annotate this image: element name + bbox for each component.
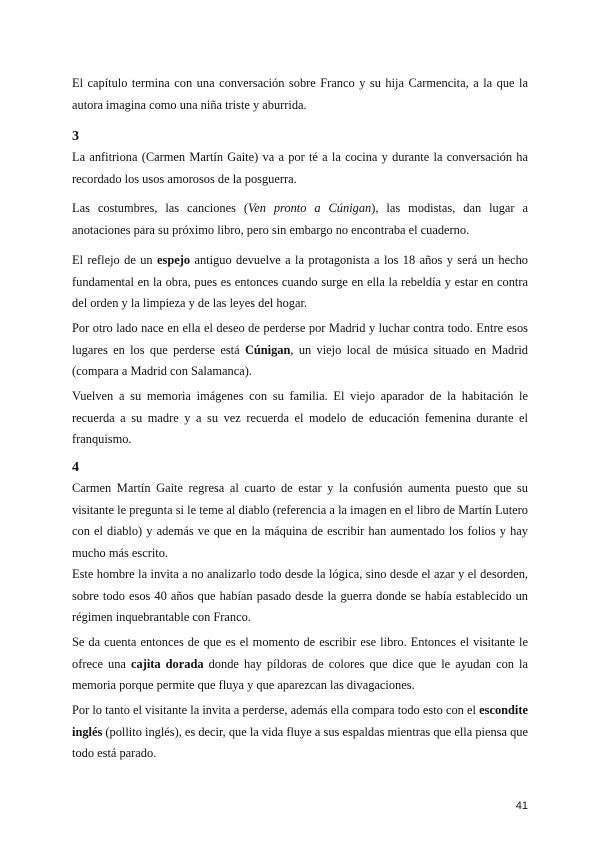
- page-number: 41: [515, 800, 528, 812]
- paragraph-disorder: Este hombre la invita a no analizarlo todo desde la lógica, sino desde el azar y el desorden, sobre todo esos 40 años que habían pasado desde la guerra donde se había establecido un régimen inquebrantable con Franco.: [72, 567, 528, 624]
- section-heading-4: 4: [72, 460, 79, 475]
- keyword-cunigan: Cúnigan: [244, 342, 291, 357]
- paragraph-mirror: El reflejo de un espejo antiguo devuelve a la protagonista a los 18 años y será un hecho fundamental en la obra, pues es entonces cuando surge en ella la rebeldía y estar en contra del orden y la limpieza y de las leyes del hogar.: [72, 253, 529, 310]
- keyword-cajita-dorada: cajita dorada: [131, 656, 204, 671]
- keyword-escondite-ingles: escondite inglés: [72, 703, 528, 739]
- paragraph-chapter-ending: El capítulo termina con una conversación sobre Franco y su hija Carmencita, a la que la autora imagina como una niña triste y aburrida.: [72, 76, 528, 112]
- song-title: Ven pronto a Cúnigan: [248, 201, 372, 215]
- keyword-espejo: espejo: [157, 253, 191, 267]
- section-heading-3: 3: [72, 129, 79, 144]
- paragraph-family-memory: Vuelven a su memoria imágenes con su familia. El viejo aparador de la habitación le recuerda a su madre y a su vez recuerda el modelo de educación femenina durante el franquismo.: [72, 389, 528, 446]
- paragraph-golden-box: Se da cuenta entonces de que es el momento de escribir ese libro. Entonces el visitante le ofrece una cajita dorada donde hay píldoras de colores que dice que le ayudan con la memoria porque permite que fluya y que aparezcan las divagaciones.: [72, 635, 528, 692]
- paragraph-escondite: Por lo tanto el visitante la invita a perderse, además ella compara todo esto con el escondite inglés (pollito inglés), es decir, que la vida fluye a sus espaldas mientras que ella piensa que todo está parado.: [72, 703, 528, 760]
- paragraph-customs: Las costumbres, las canciones (Ven pronto a Cúnigan), las modistas, dan lugar a anotaciones para su próximo libro, pero sin embargo no encontraba el cuaderno.: [72, 201, 529, 237]
- paragraph-hostess: La anfitriona (Carmen Martín Gaite) va a por té a la cocina y durante la conversación ha recordado los usos amorosos de la posguerra.: [72, 150, 528, 186]
- paragraph-visitor-question: Carmen Martín Gaite regresa al cuarto de estar y la confusión aumenta puesto que su visitante le pregunta si le teme al diablo (referencia a la imagen en el libro de Martín Lutero con el diablo) y además ve que en la máquina de escribir han aumentado los folios y hay mucho más escrito.: [72, 481, 528, 560]
- paragraph-madrid: Por otro lado nace en ella el deseo de perderse por Madrid y luchar contra todo. Entre esos lugares en los que perderse está Cúnigan, un viejo local de música situado en Madrid (compara a Madrid con Salamanca).: [72, 321, 528, 378]
